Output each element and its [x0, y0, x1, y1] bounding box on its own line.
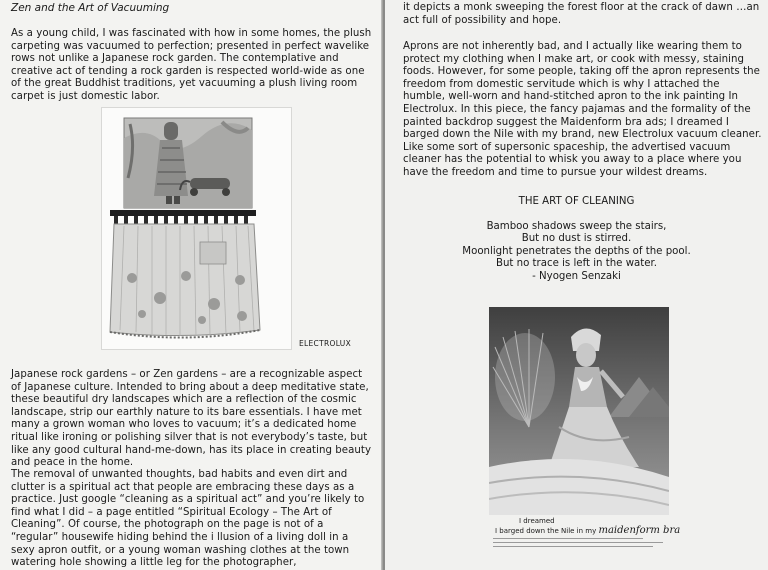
right-paragraph-1: it depicts a monk sweeping the forest floor at the crack of dawn …an act full of possibility and hope. [403, 2, 760, 26]
photo-caption: ELECTROLUX [299, 339, 352, 348]
poem-attribution: - Nyogen Senzaki [532, 270, 621, 282]
ad-brand-name: maidenform bra [598, 525, 681, 536]
poem-line: Bamboo shadows sweep the stairs, [486, 221, 667, 232]
right-paragraph-2: Aprons are not inherently bad, and I actually like wearing them to protect my clothing when I make art, or cook with messy, staining foods. However, for some people, taking off the apron represents the freedom from domestic servitude which is why I attached the humble, well-worn and hand-stitched apron to the ink painting In Electrolux. In this piece, the fancy pajamas and the formality of the painted backdrop suggest the Maidenform bra ads; I dreamed I barged down the Nile with my brand, new Electrolux vacuum cleaner. Like some sort of supersonic spaceship, the advertised vacuum cleaner has the potential to whisk you away to a place where you have the freedom and time to pursue your wildest dreams. [403, 41, 762, 178]
left-paragraph-3: The removal of unwanted thoughts, bad habits and even dirt and clutter is a spiritual act that people are embracing these days as a practice. Just google “cleaning as a spiritual act” and you’re likely to find what I did – a page entitled “Spiritual Ecology – The Art of Cleaning”. Of course, the photograph on the page is not of a “regular” housewife hiding behind the i llusion of a living doll in a sexy apron outfit, or a young woman washing clothes at the town watering hole showing a little leg for the photographer, [11, 469, 365, 569]
ad-fine-print [493, 538, 643, 539]
poem [385, 221, 768, 283]
left-paragraph-1: As a young child, I was fascinated with how in some homes, the plush carpeting was vacuumed to perfection; presented in perfect wavelike rows not unlike a Japanese rock garden. The contemplative and creative act of tending a rock garden is respected world-wide as one of the great Buddhist traditions, yet vacuuming a plush living room carpet is just domestic labor. [11, 28, 372, 102]
ad-fine-print [493, 542, 663, 543]
electrolux-artwork-image [102, 108, 292, 350]
poem-line: But no dust is stirred. [521, 233, 632, 245]
right-page [385, 0, 768, 570]
ad-fine-print [493, 546, 653, 547]
electrolux-artwork-photo [101, 107, 292, 350]
poem-title: THE ART OF CLEANING [518, 196, 635, 207]
article-title: Zen and the Art of Vacuuming [11, 2, 170, 14]
poem-line: But no trace is left in the water. [495, 258, 658, 270]
poem-line: Moonlight penetrates the depths of the pool. [462, 245, 691, 257]
maidenform-ad-image [489, 307, 669, 515]
left-page [0, 0, 383, 570]
ad-caption-line-1: I dreamed [519, 517, 555, 525]
left-paragraph-2: Japanese rock gardens – or Zen gardens – are a recognizable aspect of Japanese culture. Intended to bring about a deep meditative state, these beautiful dry landscapes which are a reflection of the cosmic landscape, strip our earthly nature to its bare essentials. I have met many a grown woman who loves to vacuum; it’s a dedicated home ritual like ironing or polishing silver that is not everybody’s taste, but like any good cultural hand-me-down, has its place in creating beauty and peace in the home. [11, 369, 372, 469]
ad-caption-text: I barged down the Nile in my [495, 527, 597, 535]
maidenform-ad-photo [489, 307, 669, 515]
ad-caption-line-2 [495, 525, 680, 536]
